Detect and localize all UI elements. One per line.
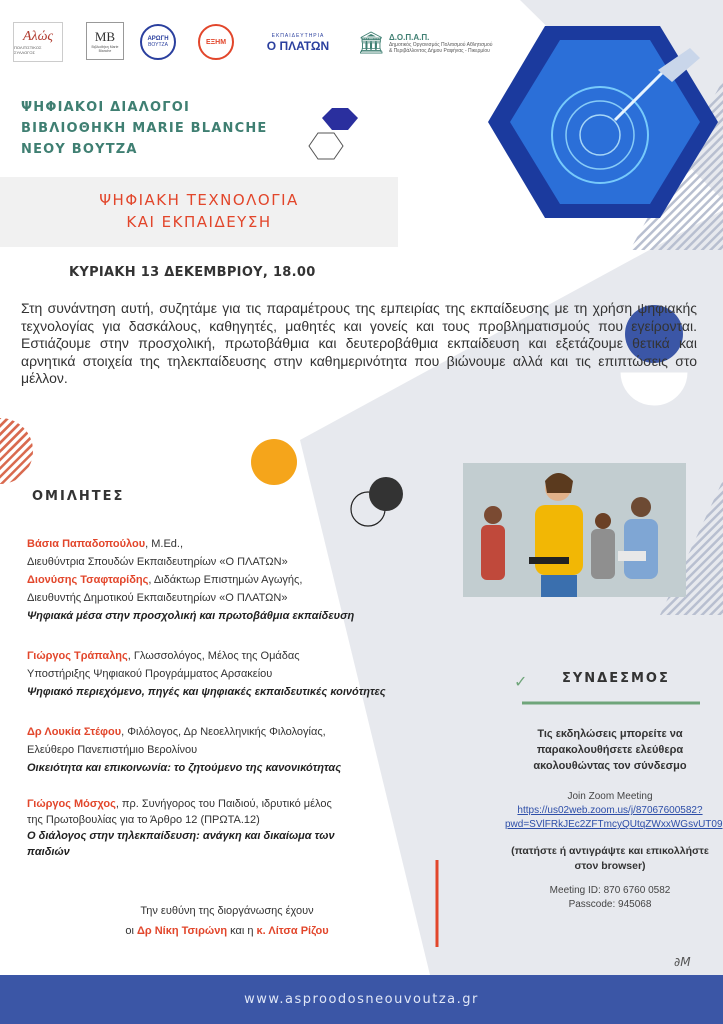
hexagon-outline (309, 133, 343, 159)
event-date: ΚΥΡΙΑΚΗ 13 ΔΕΚΕΜΒΡΙΟΥ, 18.00 (69, 265, 316, 280)
speaker-name: Δρ Λουκία Στέφου (27, 726, 122, 738)
signature-mark: ∂M (674, 955, 691, 969)
intro-paragraph: Στη συνάντηση αυτή, συζητάμε για τις παραμέτρους της εμπειρίας της εκπαίδευσης με τη χρήση ψηφιακής τεχνολογίας για δασκάλους, καθηγητές, μαθητές και γονείς και τους προβληματισμούς που εγείρονται. Εστιάζουμε στην προσχολική, πρωτοβάθμια και δευτεροβάθμια εκπαίδευση και εξετάζουμε θετικά και αρνητικά στοιχεία της τηλεκπαίδευσης στην καθημερινότητα που βιώνουμε αλλά και τις επιπτώσεις στο μέλλον. (21, 300, 697, 386)
page-title-line1: ΨΗΦΙΑΚΗ ΤΕΧΝΟΛΟΓΙΑ (99, 191, 299, 209)
speaker-2: Διονύσης Τσαφταρίδης, Διδάκτωρ Επιστημών Αγωγής, (27, 574, 303, 586)
location: ΝΕΟΥ ΒΟΥΤΖΑ (21, 142, 138, 157)
title-box (0, 177, 398, 247)
logo-marie-blanche: MB Βιβλιοθήκη Marie Blanche (86, 22, 124, 60)
speakers-list: Βάσια Παπαδοπούλου, M.Ed., Διευθύντρια Σπουδών Εκπαιδευτηρίων «Ο ΠΛΑΤΩΝ» Διονύσης Τσαφταρίδης, Διδάκτωρ Επιστημών Αγωγής, Διευθυντής Δημοτικού Εκπαιδευτηρίων «Ο ΠΛΑΤΩΝ» Ψηφιακά μέσα στην προσχολική και πρωτοβάθμια εκπαίδευση Γιώργος Τράπαλης, Γλωσσολόγος, Μέλος της Ομάδας Υποστήριξης Ψηφιακού Προγράμματος Αρσακείου Ψηφιακό περιεχόμενο, πηγές και ψηφιακές εκπαιδευτικές κοινότητες Δρ Λουκία Στέφου, Φιλόλογος, Δρ Νεοελληνικής Φιλολογίας, Ελεύθερο Πανεπιστήμιο Βερολίνου Οικειότητα και επικοινωνία: το ζητούμενο της κανονικότητας Γιώργος Μόσχος, πρ. Συνήγορος του Παιδιού, ιδρυτικό μέλος της Πρωτοβουλίας για το Άρθρο 12 (ΠΡΩΤΑ.12) Ο διάλογος στην τηλεκπαίδευση: ανάγκη και δικαίωμα των παιδιών (27, 536, 427, 860)
event-header (21, 97, 268, 160)
talk-topic: Ψηφιακό περιεχόμενο, πηγές και ψηφιακές εκπαιδευτικές κοινότητες (27, 686, 386, 698)
passcode: Passcode: 945068 (568, 899, 652, 910)
column-icon: 🏛 (357, 30, 385, 55)
logo-arogi: ΑΡΩΓΗ ΒΟΥΤΖΑ (140, 24, 176, 60)
zoom-link[interactable] (505, 804, 723, 832)
speakers-heading: ΟΜΙΛΗΤΕΣ (32, 489, 125, 504)
speaker-3: Γιώργος Τράπαλης, Γλωσσολόγος, Μέλος της Ομάδας (27, 650, 300, 662)
footer (0, 975, 723, 1024)
website-link[interactable]: www.asproodosneouvoutza.gr (244, 992, 479, 1007)
talk-topic: Ψηφιακά μέσα στην προσχολική και πρωτοβάθμια εκπαίδευση (27, 610, 355, 622)
link-note: (πατήστε ή αντιγράψτε και επικολλήστε στον browser) (511, 845, 709, 872)
circle-black (369, 477, 403, 511)
link-heading: ΣΥΝΔΕΣΜΟΣ (562, 671, 670, 686)
talk-topic: Ο διάλογος στην τηλεκπαίδευση: ανάγκη και δικαίωμα των παιδιών (27, 830, 335, 858)
check-icon: ✓ (514, 672, 528, 691)
zoom-label: Join Zoom Meeting (567, 791, 653, 802)
zoom-link-line1[interactable]: https://us02web.zoom.us/j/87067600582? (517, 805, 703, 816)
circle-orange (251, 439, 297, 485)
speaker-1: Βάσια Παπαδοπούλου, M.Ed., (27, 538, 184, 550)
logo-dopap: 🏛 Δ.Ο.Π.Α.Π. Δημοτικός Οργανισμός Πολιτισμού Αθλητισμού & Περιβάλλοντος Δήμου Ραφήνας - Πικερμίου (357, 30, 493, 55)
link-description: Τις εκδηλώσεις μπορείτε να παρακολουθήσετε ελεύθερα ακολουθώντας τον σύνδεσμο (533, 728, 687, 772)
logo-platon: ΕΚΠΑΙΔΕΥΤΗΡΙΑ Ο ΠΛΑΤΩΝ (266, 33, 330, 53)
zoom-link-line2[interactable]: pwd=SVlFRkJEc2ZFTmcyQUtqZWxxWGsvUT09 (505, 819, 723, 830)
talk-topic: Οικειότητα και επικοινωνία: το ζητούμενο της κανονικότητας (27, 762, 342, 774)
students-photo (463, 463, 686, 597)
page-title-line2: ΚΑΙ ΕΚΠΑΙΔΕΥΣΗ (126, 213, 272, 231)
speaker-name: Γιώργος Μόσχος (27, 798, 116, 810)
speaker-name: Βάσια Παπαδοπούλου (27, 538, 146, 550)
hexagon-navy (322, 108, 358, 130)
link-section (505, 726, 723, 912)
organizers: Την ευθύνη της διοργάνωσης έχουν οι Δρ Νίκη Τσιρώνη και η κ. Λίτσα Ρίζου (125, 905, 329, 937)
speaker-5: Γιώργος Μόσχος, πρ. Συνήγορος του Παιδιού, ιδρυτικό μέλος (27, 798, 332, 810)
speaker-name: Διονύσης Τσαφταρίδης (27, 574, 149, 586)
logo-alos: Αλώς ΠΟΛΙΤΙΣΤΙΚΟΣ ΣΥΛΛΟΓΟΣ (13, 22, 63, 62)
library-name: ΒΙΒΛΙΟΘΗΚΗ MARIE BLANCHE (21, 121, 268, 136)
speaker-name: Γιώργος Τράπαλης (27, 650, 128, 662)
meeting-id: Meeting ID: 870 6760 0582 (549, 885, 671, 896)
logo-exim: ΕΞΗΜ (198, 24, 234, 60)
speaker-4: Δρ Λουκία Στέφου, Φιλόλογος, Δρ Νεοελληνικής Φιλολογίας, (27, 726, 326, 738)
series-title: ΨΗΦΙΑΚΟΙ ΔΙΑΛΟΓΟΙ (21, 100, 191, 115)
